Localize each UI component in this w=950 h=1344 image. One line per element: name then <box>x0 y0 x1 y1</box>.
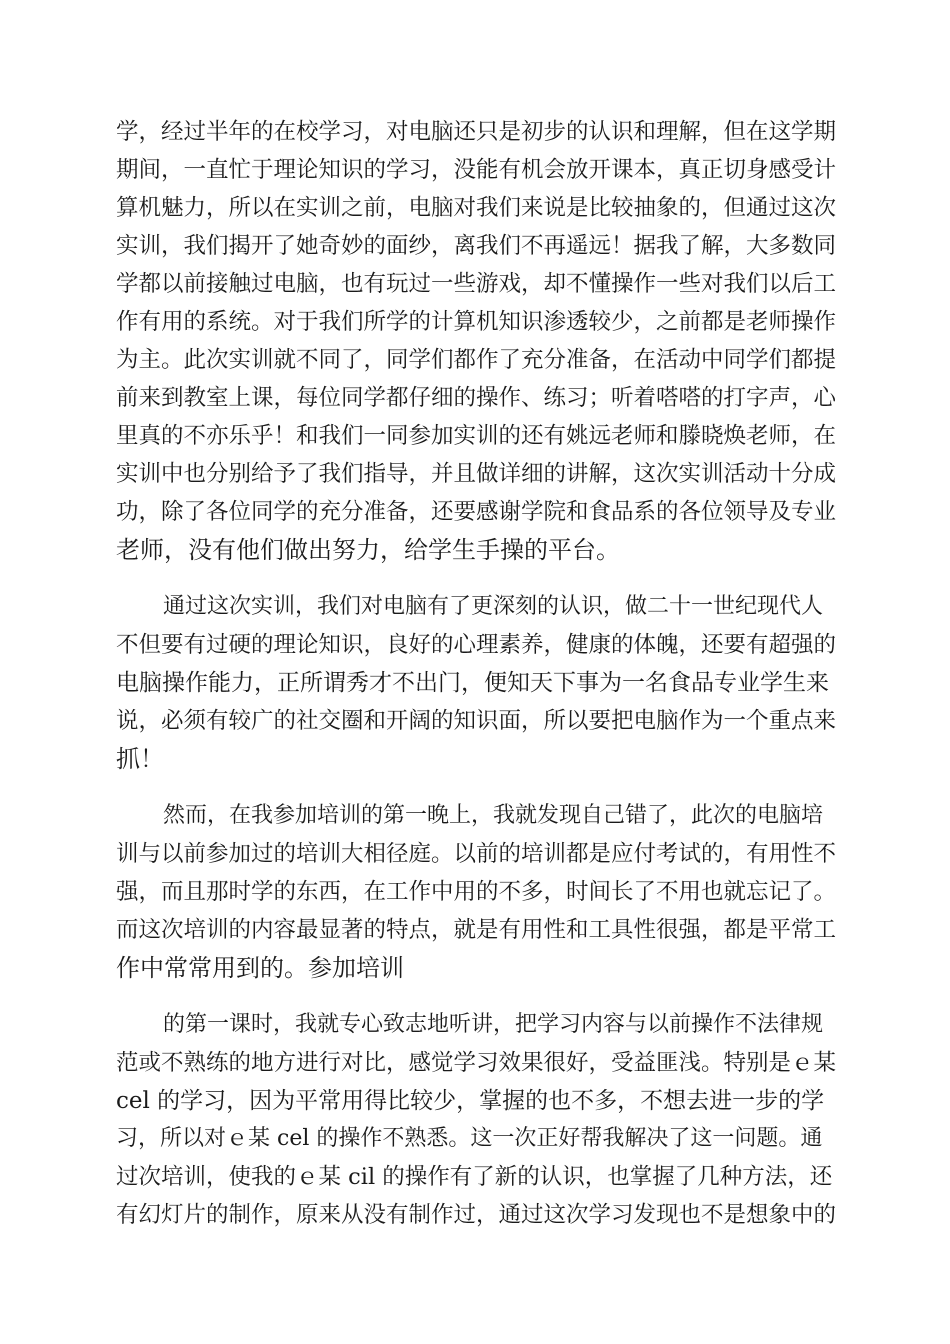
paragraph-3-line-2: 训与以前参加过的培训大相径庭。以前的培训都是应付考试的，有用性不 <box>116 841 837 867</box>
paragraph-4-line-4: 习，所以对ｅ某 cel 的操作不熟悉。这一次正好帮我解决了这一问题。通 <box>116 1126 823 1151</box>
paragraph-1-line-4: 实训，我们揭开了她奇妙的面纱，离我们不再遥远！据我了解，大多数同 <box>116 233 837 259</box>
paragraph-1-line-11: 功，除了各位同学的充分准备，还要感谢学院和食品系的各位领导及专业 <box>116 499 837 525</box>
paragraph-1-line-10: 实训中也分别给予了我们指导，并且做详细的讲解，这次实训活动十分成 <box>116 461 837 487</box>
paragraph-4-line-6: 有幻灯片的制作，原来从没有制作过，通过这次学习发现也不是想象中的 <box>116 1202 837 1228</box>
paragraph-4-line-3: cel 的学习，因为平常用得比较少，掌握的也不多，不想去进一步的学 <box>116 1088 825 1114</box>
paragraph-1-line-3: 算机魅力，所以在实训之前，电脑对我们来说是比较抽象的，但通过这次 <box>116 195 837 221</box>
paragraph-4-line-5: 过次培训，使我的ｅ某 cil 的操作有了新的认识，也掌握了几种方法，还 <box>116 1164 833 1190</box>
paragraph-1-line-12: 老师，没有他们做出努力，给学生手操的平台。 <box>116 536 620 564</box>
paragraph-4-line-1: 的第一课时，我就专心致志地听讲，把学习内容与以前操作不法律规 <box>163 1012 824 1037</box>
paragraph-2-line-5: 抓！ <box>116 745 164 773</box>
paragraph-1-line-5: 学都以前接触过电脑，也有玩过一些游戏，却不懂操作一些对我们以后工 <box>116 271 837 297</box>
paragraph-1-line-2: 期间，一直忙于理论知识的学习，没能有机会放开课本，真正切身感受计 <box>116 157 837 183</box>
paragraph-1-line-1: 学，经过半年的在校学习，对电脑还只是初步的认识和理解，但在这学期 <box>116 119 837 145</box>
paragraph-1-line-7: 为主。此次实训就不同了，同学们都作了充分准备，在活动中同学们都提 <box>116 347 837 373</box>
paragraph-1-line-6: 作有用的系统。对于我们所学的计算机知识渗透较少，之前都是老师操作 <box>116 309 837 335</box>
paragraph-2-line-2: 不但要有过硬的理论知识，良好的心理素养，健康的体魄，还要有超强的 <box>116 632 837 658</box>
paragraph-1-line-9: 里真的不亦乐乎！和我们一同参加实训的还有姚远老师和滕晓焕老师，在 <box>116 423 837 449</box>
paragraph-3-line-4: 而这次培训的内容最显著的特点，就是有用性和工具性很强，都是平常工 <box>116 917 837 943</box>
paragraph-2-line-3: 电脑操作能力，正所谓秀才不出门，便知天下事为一名食品专业学生来 <box>116 670 829 696</box>
paragraph-2-line-4: 说，必须有较广的社交圈和开阔的知识面，所以要把电脑作为一个重点来 <box>116 708 837 734</box>
paragraph-3-line-5: 作中常常用到的。参加培训 <box>116 954 404 982</box>
paragraph-2-line-1: 通过这次实训，我们对电脑有了更深刻的认识，做二十一世纪现代人 <box>163 594 824 619</box>
paragraph-3-line-3: 强，而且那时学的东西，在工作中用的不多，时间长了不用也就忘记了。 <box>116 879 837 905</box>
paragraph-4-line-2: 范或不熟练的地方进行对比，感觉学习效果很好，受益匪浅。特别是ｅ某 <box>116 1050 837 1076</box>
paragraph-3-line-1: 然而，在我参加培训的第一晚上，我就发现自己错了，此次的电脑培 <box>163 803 824 828</box>
paragraph-1-line-8: 前来到教室上课，每位同学都仔细的操作、练习；听着嗒嗒的打字声，心 <box>116 385 837 411</box>
